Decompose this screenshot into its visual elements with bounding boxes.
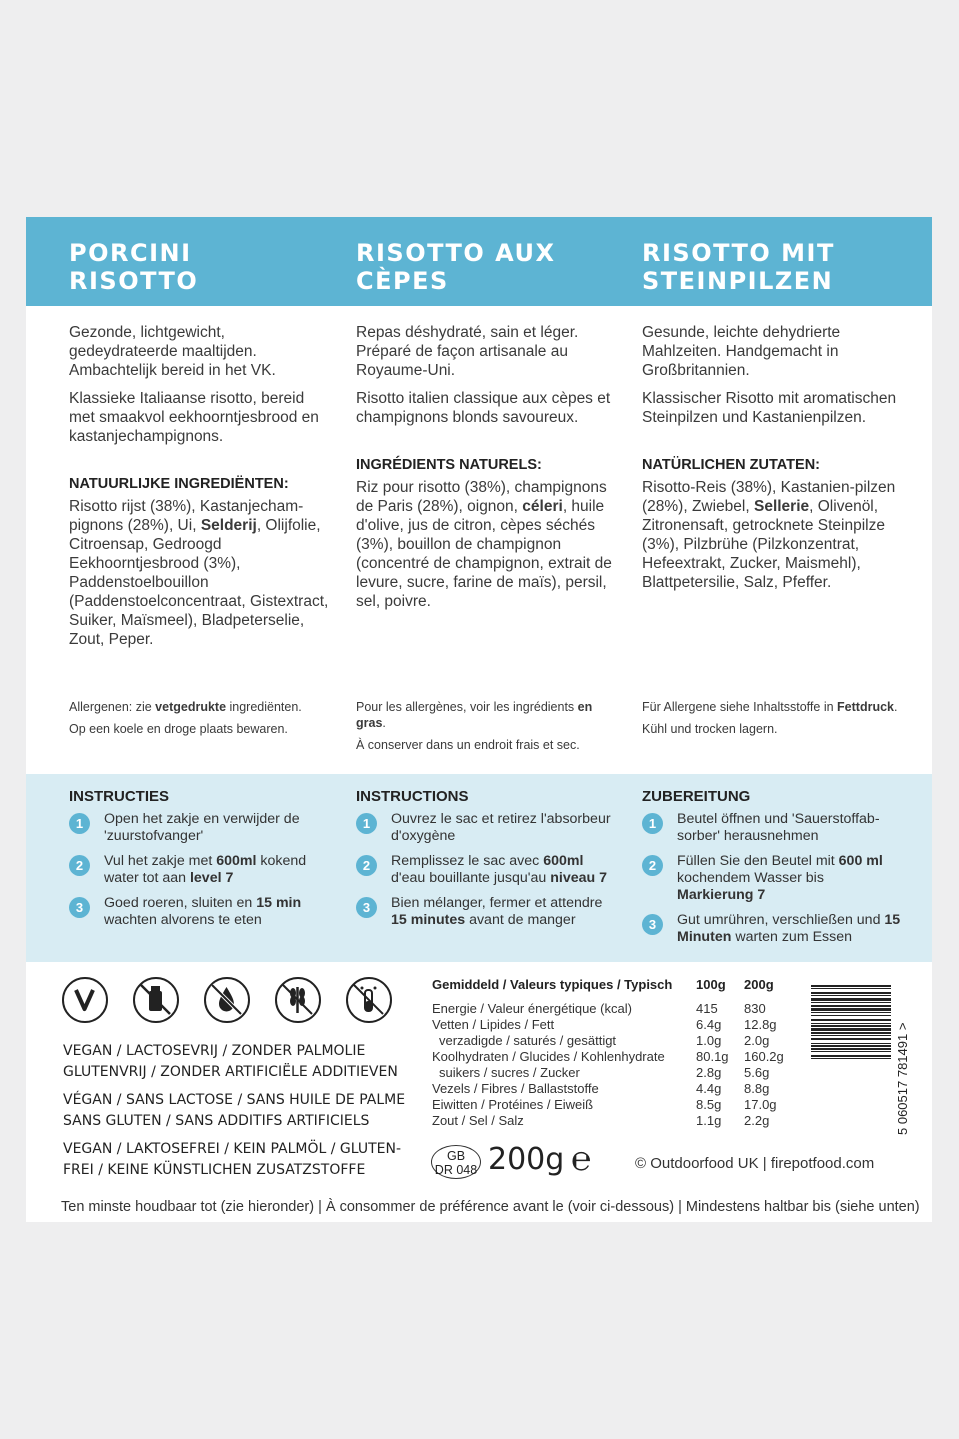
column-nl [69,323,329,658]
step-2-nl: 2 Vul het zakje met 600ml kokend water tot aan level 7 [69,853,329,887]
step-1-nl: 1 Open het zakje en verwijder de 'zuurstofvanger' [69,811,329,845]
step-number: 3 [642,914,663,935]
ingredients-title-nl: NATUURLIJKE INGREDIËNTEN: [69,476,289,492]
column-de [642,323,902,601]
ingredients-title-fr: INGRÉDIENTS NATURELS: [356,457,542,473]
title-fr: RISOTTO AUX CÈPES [356,239,556,295]
step-3-fr: 3 Bien mélanger, fermer et attendre 15 minutes avant de manger [356,895,616,929]
step-number: 3 [356,897,377,918]
weight-row [431,1141,921,1181]
allergen-de [642,699,902,743]
nutrition-row: Vezels / Fibres / Ballaststoffe 4.4g 8.8g [432,1081,770,1096]
step-number: 1 [69,813,90,834]
description-nl: Klassieke Italiaanse risotto, bereid met smaakvol eekhoorntjesbrood en kastanjechampignons. [69,390,319,445]
nutrition-col-100g: 100g [696,977,726,992]
step-3-nl: 3 Goed roeren, sluiten en 15 min wachten alvorens te eten [69,895,329,929]
allergen-fr [356,699,616,759]
instructions-fr [356,788,616,937]
title-bar [26,217,932,306]
nutrition-col-200g: 200g [744,977,774,992]
step-2-de: 2 Füllen Sie den Beutel mit 600 ml kochendem Wasser bis Markierung 7 [642,853,902,904]
step-number: 1 [356,813,377,834]
no-additives-icon [346,977,392,1023]
title-nl: PORCINI RISOTTO [69,239,199,295]
intro-nl: Gezonde, lichtgewicht, gedeydrateerde maaltijden. Ambachtelijk bereid in het VK. [69,324,276,379]
gluten-free-icon [275,977,321,1023]
ingredients-title-de: NATÜRLICHEN ZUTATEN: [642,457,821,473]
nutrition-row: suikers / sucres / Zucker 2.8g 5.6g [439,1065,770,1080]
instructions-de [642,788,902,954]
instructions-band [26,774,932,962]
nutrition-row: Vetten / Lipides / Fett 6.4g 12.8g [432,1017,777,1032]
storage-nl: Op een koele en droge plaats bewaren. [69,722,288,736]
column-fr [356,323,616,620]
barcode [811,985,891,1135]
allergen-note-fr: Pour les allergènes, voir les ingrédients en gras. [356,700,593,730]
intro-de: Gesunde, leichte dehydrierte Mahlzeiten. Handgemacht in Großbritannien. [642,324,841,379]
step-number: 2 [356,855,377,876]
step-number: 3 [69,897,90,918]
net-weight: 200g [488,1142,565,1177]
description-fr: Risotto italien classique aux cèpes et champignons blonds savoureux. [356,390,611,426]
storage-fr: À conserver dans un endroit frais et sec. [356,738,580,752]
copyright: © Outdoorfood UK | firepotfood.com [635,1155,875,1172]
e-mark-icon: ℮ [571,1139,592,1179]
claims-de: VEGAN / LAKTOSEFREI / KEIN PALMÖL / GLUTEN-FREI / KEINE KÜNSTLICHEN ZUSATZSTOFFE [63,1141,402,1178]
nutrition-header-label: Gemiddeld / Valeurs typiques / Typisch [432,977,673,992]
vegan-icon [62,977,108,1023]
nutrition-row: Zout / Sel / Salz 1.1g 2.2g [432,1113,770,1128]
step-1-fr: 1 Ouvrez le sac et retirez l'absorbeur d'oxygène [356,811,616,845]
allergen-note-nl: Allergenen: zie vetgedrukte ingrediënten. [69,700,302,714]
instructions-title-de: ZUBEREITUNG [642,788,751,805]
nutrition-row: Koolhydraten / Glucides / Kohlenhydrate 80.1g 160.2g [432,1049,784,1064]
nutrition-header [432,977,792,993]
nutrition-row: Energie / Valeur énergétique (kcal) 415 830 [432,1001,766,1016]
allergen-nl [69,699,329,743]
step-1-de: 1 Beutel öffnen und 'Sauerstoffab-sorber' herausnehmen [642,811,902,845]
step-number: 2 [642,855,663,876]
claims-nl: VEGAN / LACTOSEVRIJ / ZONDER PALMOLIE GLUTENVRIJ / ZONDER ARTIFICIËLE ADDITIEVEN [63,1043,398,1080]
nutrition-row: Eiwitten / Protéines / Eiweiß 8.5g 17.0g [432,1097,777,1112]
svg-text:5 060517 781491 >: 5 060517 781491 > [896,1022,910,1135]
intro-fr: Repas déshydraté, sain et léger. Préparé de façon artisanale au Royaume-Uni. [356,324,579,379]
step-2-fr: 2 Remplissez le sac avec 600ml d'eau bouillante jusqu'au niveau 7 [356,853,616,887]
no-palm-oil-icon [204,977,250,1023]
instructions-nl [69,788,329,937]
ingredients-fr: Riz pour risotto (38%), champignons de Paris (28%), oignon, céleri, huile d'olive, jus de citron, cèpes séchés (3%), bouillon de champignon (concentré de champignon, extrait de levure, sucre, farine de maïs), persil, sel, poivre. [356,479,612,610]
ingredients-de: Risotto-Reis (38%), Kastanien-pilzen (28%), Zwiebel, Sellerie, Olivenöl, Zitronensaft, getrocknete Steinpilze (3%), Pilzbrühe (Pilzkonzentrat, Hefeextrakt, Zucker, Maismehl), Blattpetersilie, Salz, Pfeffer. [642,479,896,591]
claims-fr: VÉGAN / SANS LACTOSE / SANS HUILE DE PALME SANS GLUTEN / SANS ADDITIFS ARTIFICIELS [63,1092,406,1129]
step-number: 2 [69,855,90,876]
allergen-note-de: Für Allergene siehe Inhaltsstoffe in Fettdruck. [642,700,898,714]
instructions-title-nl: INSTRUCTIES [69,788,170,805]
health-mark: GB DR 048 [431,1145,481,1179]
step-number: 1 [642,813,663,834]
storage-de: Kühl und trocken lagern. [642,722,778,736]
product-label [26,217,932,1222]
instructions-title-fr: INSTRUCTIONS [356,788,469,805]
title-de: RISOTTO MIT STEINPILZEN [642,239,835,295]
barcode-number [896,977,910,1137]
lactose-free-icon [133,977,179,1023]
description-de: Klassischer Risotto mit aromatischen Steinpilzen und Kastanienpilzen. [642,390,897,426]
diet-claims [63,1041,423,1188]
step-3-de: 3 Gut umrühren, verschließen und 15 Minuten warten zum Essen [642,912,902,946]
nutrition-row: verzadigde / saturés / gesättigt 1.0g 2.0g [439,1033,770,1048]
best-before-note: Ten minste houdbaar tot (zie hieronder) | À consommer de préférence avant le (voir ci-dessous) | Mindestens haltbar bis (siehe unten) [61,1199,920,1215]
ingredients-nl: Risotto rijst (38%), Kastanjecham-pignons (28%), Ui, Selderij, Olijfolie, Citroensap, Gedroogd Eekhoorntjesbrood (3%), Paddenstoelbouillon (Paddenstoelconcentraat, Gistextract, Suiker, Maïsmeel), Bladpeterselie, Zout, Peper. [69,498,329,648]
